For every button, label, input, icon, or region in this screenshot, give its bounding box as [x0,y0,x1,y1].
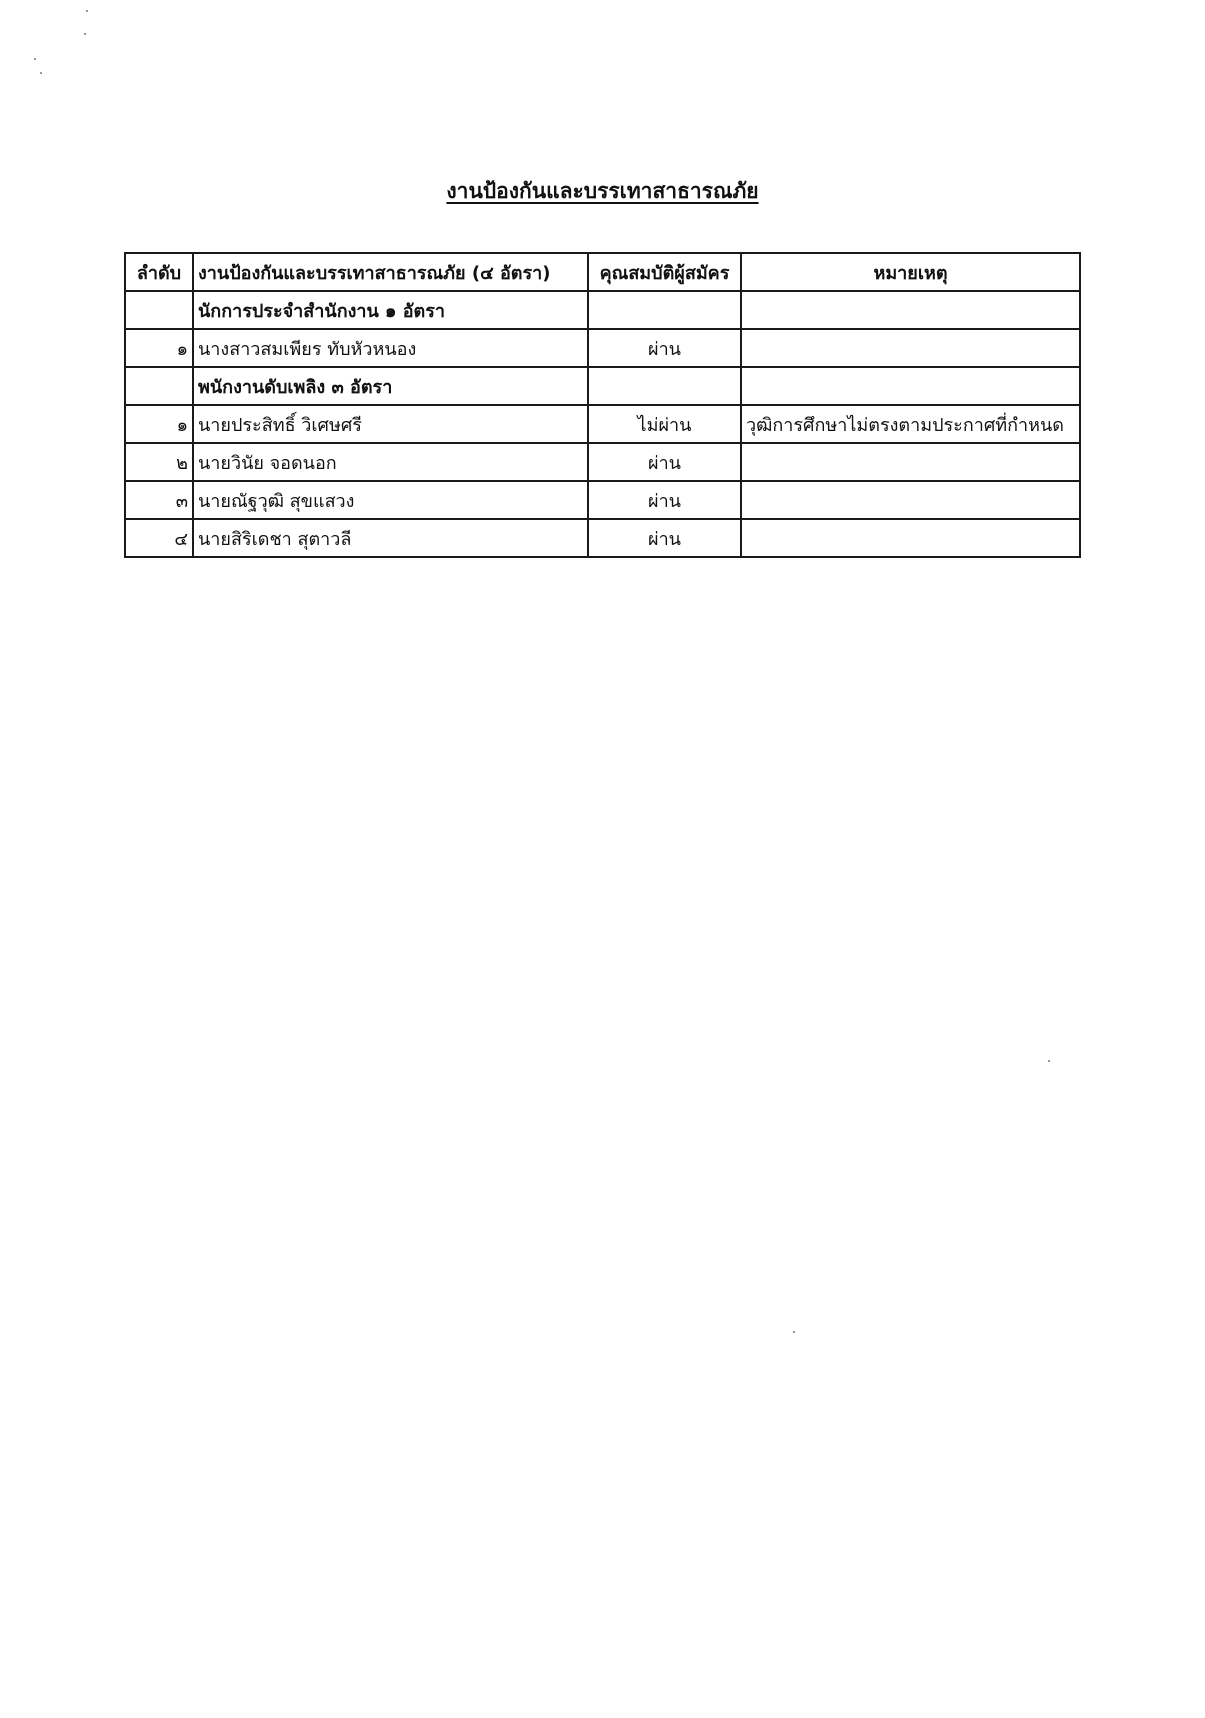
scan-speck [1048,1060,1050,1062]
row-remark [741,329,1080,367]
table-row [125,519,1080,557]
row-no: ๒ [125,443,193,481]
table-header-row [125,253,1080,291]
row-no: ๑ [125,405,193,443]
header-no: ลำดับ [125,253,193,291]
group-remark-cell [741,291,1080,329]
group-label: นักการประจำสำนักงาน ๑ อัตรา [193,291,588,329]
scan-speck [793,1331,795,1333]
page-title-text: งานป้องกันและบรรเทาสาธารณภัย [446,179,759,203]
row-qualification: ผ่าน [588,519,741,557]
scan-speck [84,33,86,35]
row-remark [741,519,1080,557]
scan-speck [34,58,36,60]
applicant-result-table [124,252,1081,558]
row-qualification: ผ่าน [588,329,741,367]
group-row [125,291,1080,329]
group-no-cell [125,291,193,329]
header-position: งานป้องกันและบรรเทาสาธารณภัย (๔ อัตรา) [193,253,588,291]
row-name: นางสาวสมเพียร ทับหัวหนอง [193,329,588,367]
row-remark [741,481,1080,519]
group-no-cell [125,367,193,405]
row-name: นายวินัย จอดนอก [193,443,588,481]
scan-speck [86,10,88,12]
page-title [0,178,1205,204]
row-no: ๔ [125,519,193,557]
row-remark [741,443,1080,481]
header-remark: หมายเหตุ [741,253,1080,291]
table-row [125,329,1080,367]
group-qualification-cell [588,291,741,329]
group-row [125,367,1080,405]
row-name: นายประสิทธิ์ วิเศษศรี [193,405,588,443]
row-no: ๑ [125,329,193,367]
row-no: ๓ [125,481,193,519]
row-qualification: ไม่ผ่าน [588,405,741,443]
row-qualification: ผ่าน [588,443,741,481]
header-qualification: คุณสมบัติผู้สมัคร [588,253,741,291]
row-remark: วุฒิการศึกษาไม่ตรงตามประกาศที่กำหนด [741,405,1080,443]
table-row [125,443,1080,481]
group-label: พนักงานดับเพลิง ๓ อัตรา [193,367,588,405]
table-row [125,481,1080,519]
table-row [125,405,1080,443]
row-qualification: ผ่าน [588,481,741,519]
row-name: นายสิริเดชา สุตาวลี [193,519,588,557]
row-name: นายณัฐวุฒิ สุขแสวง [193,481,588,519]
scan-speck [40,72,42,74]
group-remark-cell [741,367,1080,405]
group-qualification-cell [588,367,741,405]
